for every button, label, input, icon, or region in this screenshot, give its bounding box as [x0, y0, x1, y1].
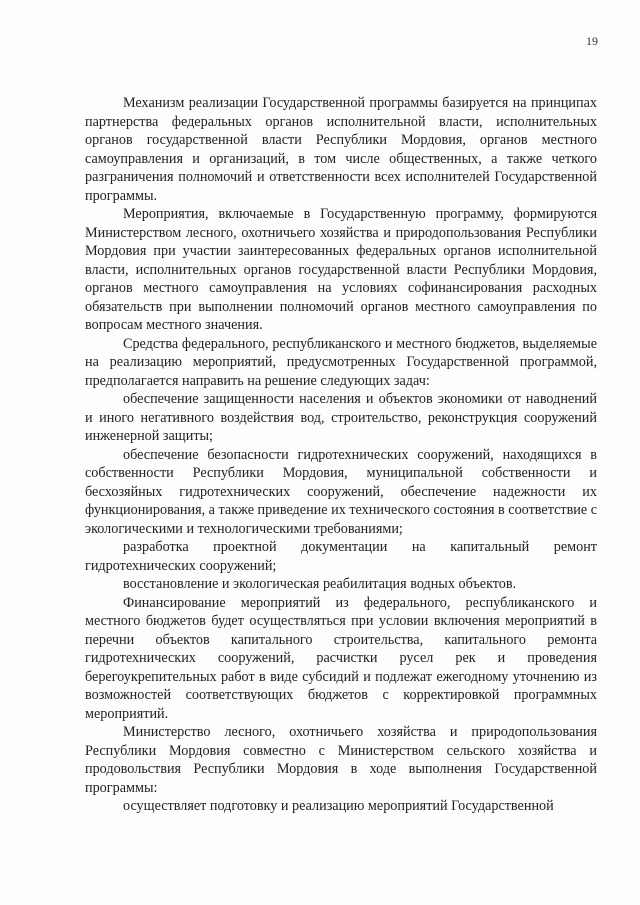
task-item-design-docs: разработка проектной документации на капитальный ремонт гидротехнических сооружений; — [85, 539, 597, 574]
paragraph-continuation: осуществляет подготовку и реализацию мероприятий Государственной — [123, 798, 554, 814]
paragraph-measures: Мероприятия, включаемые в Государственную программу, формируются Министерством лесного, охотничьего хозяйства и природопользования Республики Мордовия при участии заинтересованных федеральных органов исполнительной власти, исполнительных органов государственной власти Республики Мордовия, органов местного самоуправления на условиях софинансирования расходных обязательств при выполнении полномочий органов местного самоуправления по вопросам местного значения. — [85, 206, 597, 333]
paragraph-financing: Финансирование мероприятий из федерального, республиканского и местного бюджетов будет осуществляться при условии включения мероприятий в перечни объектов капитального строительства, капитального ремонта гидротехнических сооружений, расчистки русел рек и проведения берегоукрепительных работ в виде субсидий и подлежат ежегодному уточнению из возможностей соответствующих бюджетов с корректировкой программных мероприятий. — [85, 594, 597, 722]
task-item-flood-protection: обеспечение защищенности населения и объектов экономики от наводнений и иного негативного воздействия вод, строительство, реконструкция сооружений инженерной защиты; — [85, 391, 597, 444]
body-text — [85, 94, 597, 816]
task-item-hydro-safety: обеспечение безопасности гидротехнических сооружений, находящихся в собственности Республики Мордовия, муниципальной собственности и бесхозяйных гидротехнических сооружений, обеспечение надежности их функционирования, а также приведение их технического состояния в соответствие с экологическими и технологическими требованиями; — [85, 446, 597, 537]
paragraph-funds: Средства федерального, республиканского и местного бюджетов, выделяемые на реализацию мероприятий, предусмотренных Государственной программой, предполагается направить на решение следующих задач: — [85, 335, 597, 389]
paragraph-ministry: Министерство лесного, охотничьего хозяйства и природопользования Республики Мордовия совместно с Министерством сельского хозяйства и продовольствия Республики Мордовия в ходе выполнения Государственной программы: — [85, 724, 597, 796]
page-number: 19 — [586, 34, 598, 48]
task-item-restoration: восстановление и экологическая реабилитация водных объектов. — [123, 576, 517, 592]
paragraph-mechanism: Механизм реализации Государственной программы базируется на принципах партнерства федеральных органов исполнительной власти, исполнительных органов государственной власти Республики Мордовия, органов местного самоуправления и организаций, в том числе общественных, а также четкого разграничения полномочий и ответственности всех исполнителей Государственной программы. — [85, 95, 597, 204]
